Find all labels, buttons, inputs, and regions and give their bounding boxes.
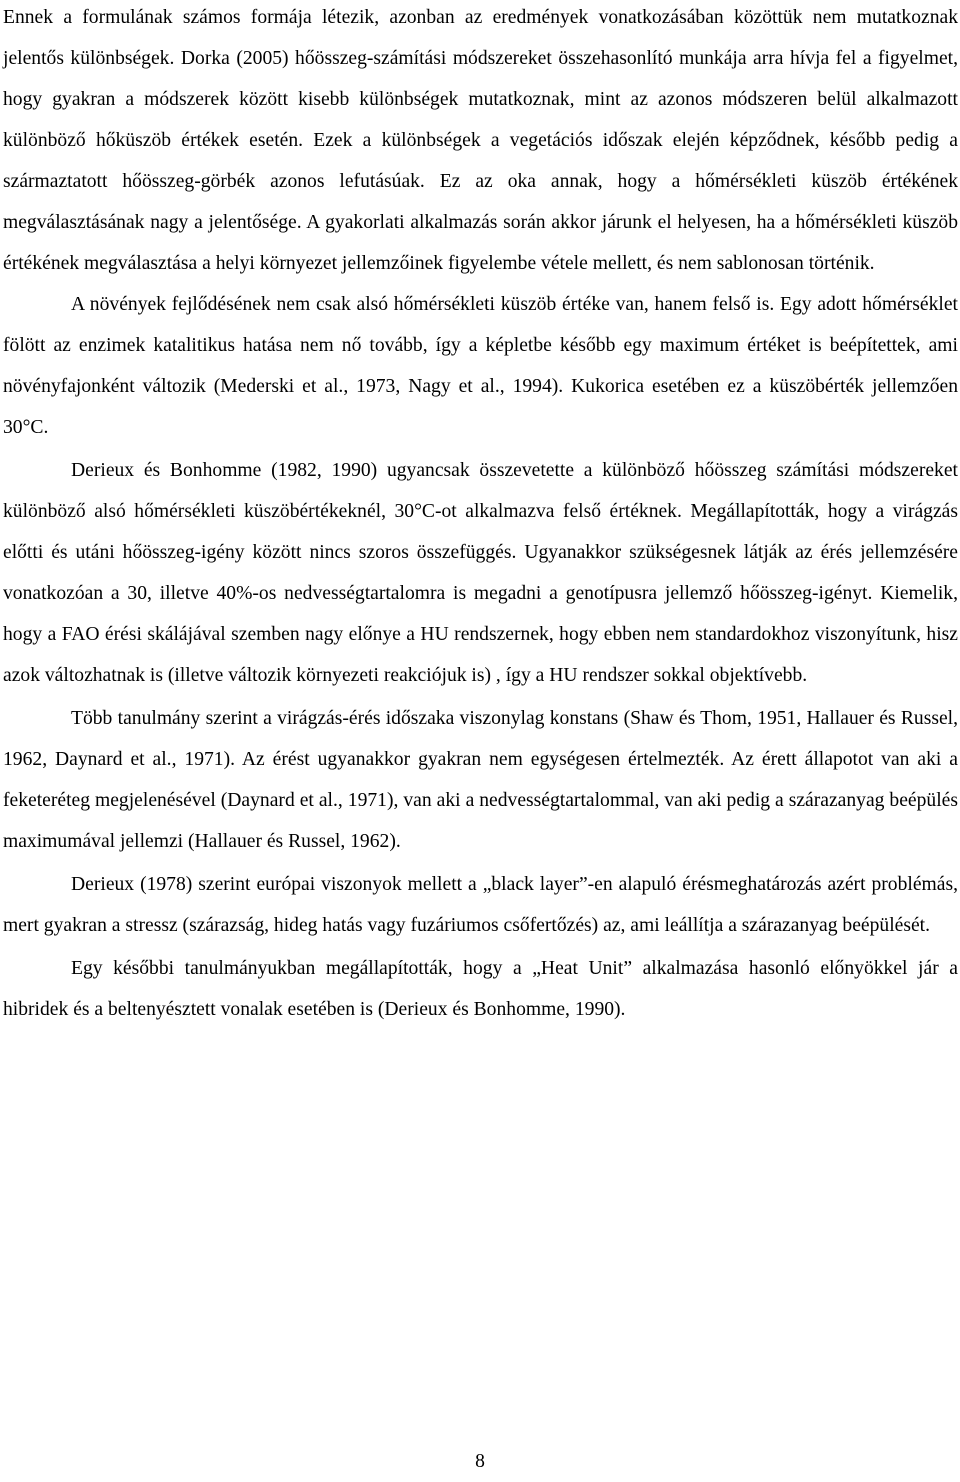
paragraph-flowering-maturity: Több tanulmány szerint a virágzás-érés időszaka viszonylag konstans (Shaw és Thom, 1951, Hallauer és Russel, 1962, Daynard et al., 1971). Az érést ugyanakkor gyakran nem egységesen értelmezték. Az érett állapotot van aki a feketeréteg megjelenésével (Daynard et al., 1971), van aki a nedvességtartalommal, van aki pedig a szárazanyag beépülés maximumával jellemzi (Hallauer és Russel, 1962). [3, 708, 958, 852]
paragraph-black-layer: Derieux (1978) szerint európai viszonyok mellett a „black layer”-en alapuló érésmeghatározás azért problémás, mert gyakran a stressz (szárazság, hideg hatás vagy fuzáriumos csőfertőzés) az, ami leállítja a szárazanyag beépülését. [3, 874, 958, 936]
paragraph-heat-unit: Egy későbbi tanulmányukban megállapították, hogy a „Heat Unit” alkalmazása hasonló előnyökkel jár a hibridek és a beltenyésztett vonalak esetében is (Derieux és Bonhomme, 1990). [3, 958, 958, 1020]
paragraph-upper-threshold: A növények fejlődésének nem csak alsó hőmérsékleti küszöb értéke van, hanem felső is. Egy adott hőmérséklet fölött az enzimek katalitikus hatása nem nő tovább, így a képletbe később egy maximum értéket is beépítettek, ami növényfajonként változik (Mederski et al., 1973, Nagy et al., 1994). Kukorica esetében ez a küszöbérték jellemzően 30°C. [3, 294, 958, 438]
paragraph-heat-threshold: Ennek a formulának számos formája létezik, azonban az eredmények vonatkozásában közöttük nem mutatkoznak jelentős különbségek. Dorka (2005) hőösszeg-számítási módszereket összehasonlító munkája arra hívja fel a figyelmet, hogy gyakran a módszerek között kisebb különbségek mutatkoznak, mint az azonos módszeren belül alkalmazott különböző hőküszöb értékek esetén. Ezek a különbségek a vegetációs időszak elején képződnek, később pedig a származtatott hőösszeg-görbék azonos lefutásúak. Ez az oka annak, hogy a hőmérsékleti küszöb értékének megválasztásának nagy a jelentősége. A gyakorlati alkalmazás során akkor járunk el helyesen, ha a hőmérsékleti küszöb értékének megválasztása a helyi környezet jellemzőinek figyelembe vétele mellett, és nem sablonosan történik. [3, 7, 958, 274]
page-number: 8 [475, 1451, 485, 1472]
paragraph-derieux-bonhomme: Derieux és Bonhomme (1982, 1990) ugyancsak összevetette a különböző hőösszeg számítási módszereket különböző alsó hőmérsékleti küszöbértékeknél, 30°C-ot alkalmazva felső értéknek. Megállapították, hogy a virágzás előtti és utáni hőösszeg-igény között nincs szoros összefüggés. Ugyanakkor szükségesnek látják az érés jellemzésére vonatkozóan a 30, illetve 40%-os nedvességtartalomra is megadni a genotípusra jellemző hőösszeg-igényt. Kiemelik, hogy a FAO érési skálájával szemben nagy előnye a HU rendszernek, hogy ebben nem standardokhoz viszonyítunk, hisz azok változhatnak is (illetve változik környezeti reakciójuk is) , így a HU rendszer sokkal objektívebb. [3, 460, 958, 686]
body-text [3, 0, 958, 1030]
